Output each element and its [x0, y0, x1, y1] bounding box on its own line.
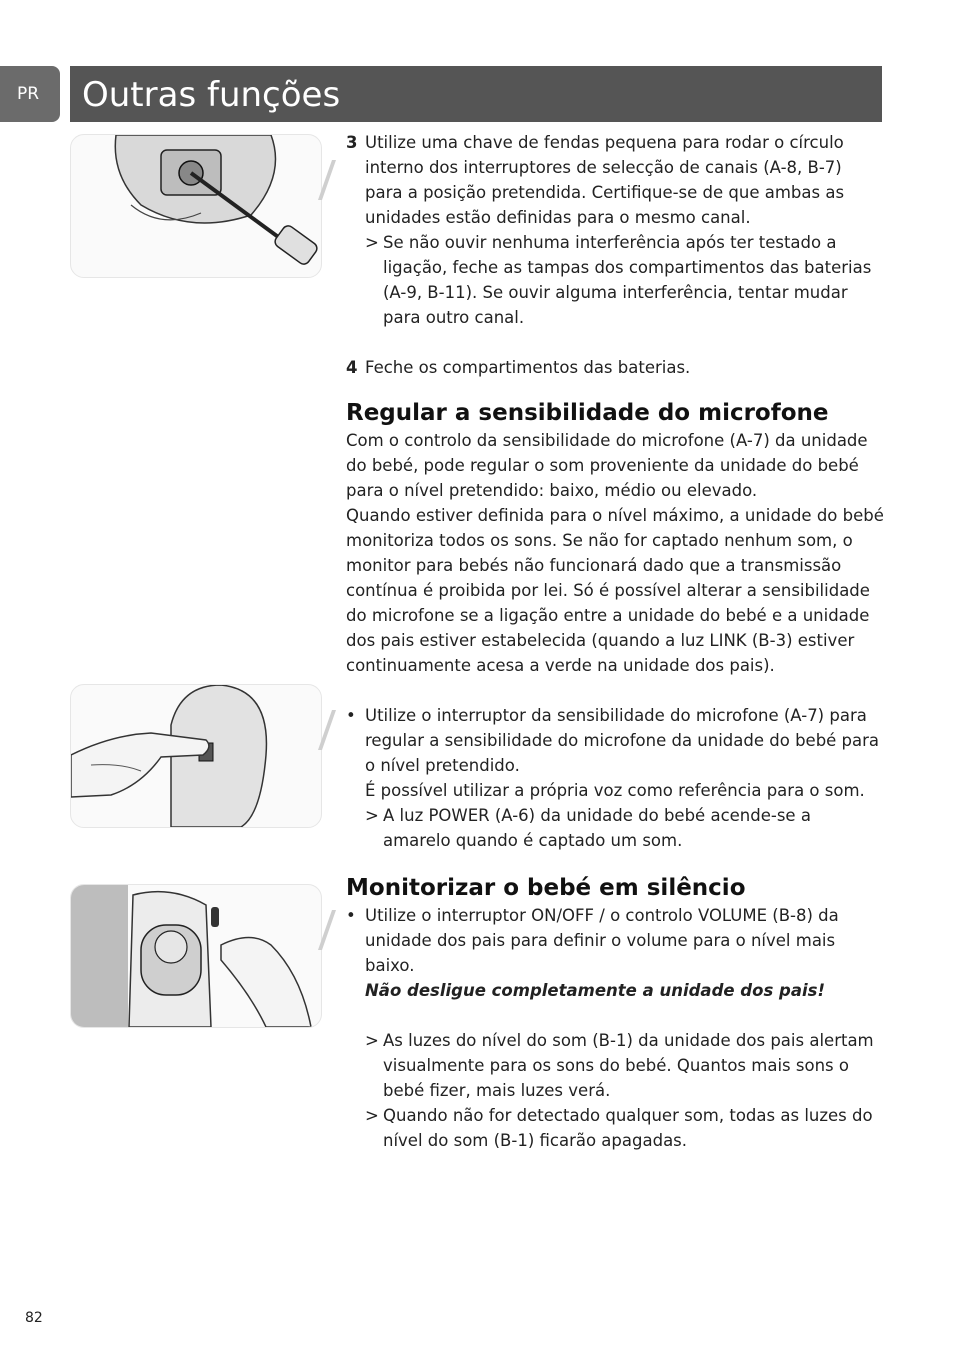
result-marker: > — [365, 1031, 379, 1050]
step-3-line: para a posição pretendida. Certifique-se de que ambas as — [365, 183, 845, 202]
language-tab: PR — [0, 66, 60, 122]
silent-result-2 — [346, 1103, 886, 1153]
result-line: Quando não for detectado qualquer som, todas as luzes do — [383, 1106, 873, 1125]
screwdriver-drawing — [71, 135, 321, 277]
bullet-extra-line: É possível utilizar a própria voz como referência para o som. — [365, 781, 865, 800]
volume-control-illustration — [70, 884, 322, 1028]
result-line: amarelo quando é captado um som. — [383, 831, 683, 850]
sensitivity-result — [346, 803, 886, 853]
paragraph-line: monitor para bebés não funcionará dado que a transmissão — [346, 556, 842, 575]
paragraph-line: contínua é proibida por lei. Só é possível alterar a sensibilidade — [346, 581, 870, 600]
figure-marker-3 — [318, 910, 336, 950]
finger-switch-drawing — [71, 685, 321, 827]
result-line: nível do som (B-1) ficarão apagadas. — [383, 1131, 688, 1150]
bullet-line: unidade dos pais para definir o volume para o nível mais — [365, 931, 836, 950]
paragraph-line: para o nível pretendido: baixo, médio ou elevado. — [346, 481, 758, 500]
result-marker: > — [365, 233, 379, 252]
step-4-text: Feche os compartimentos das baterias. — [365, 358, 691, 377]
result-line: visualmente para os sons do bebé. Quantos mais sons o — [383, 1056, 849, 1075]
bullet-line: baixo. — [365, 956, 415, 975]
bullet-marker: • — [346, 906, 356, 925]
page-number: 82 — [25, 1310, 43, 1326]
silent-bullet — [346, 903, 886, 1003]
bullet-line: Utilize o interruptor ON/OFF / o controlo VOLUME (B-8) da — [365, 906, 839, 925]
paragraph-line: do microfone se a ligação entre a unidade do bebé e a unidade — [346, 606, 870, 625]
silent-result-1 — [346, 1028, 886, 1103]
figure-marker-1 — [318, 160, 336, 200]
step-3 — [346, 130, 886, 230]
result-line: bebé fizer, mais luzes verá. — [383, 1081, 611, 1100]
paragraph-line: Com o controlo da sensibilidade do microfone (A-7) da unidade — [346, 431, 868, 450]
paragraph-line: do bebé, pode regular o som proveniente da unidade do bebé — [346, 456, 859, 475]
paragraph-line: dos pais estiver estabelecida (quando a luz LINK (B-3) estiver — [346, 631, 855, 650]
paragraph-line: monitoriza todos os sons. Se não for captado nenhum som, o — [346, 531, 853, 550]
result-line: para outro canal. — [383, 308, 525, 327]
bullet-marker: • — [346, 706, 356, 725]
section-heading-silent: Monitorizar o bebé em silêncio — [346, 875, 746, 901]
result-marker: > — [365, 1106, 379, 1125]
paragraph-line: continuamente acesa a verde na unidade dos pais). — [346, 656, 775, 675]
bullet-line: o nível pretendido. — [365, 756, 520, 775]
result-line: A luz POWER (A-6) da unidade do bebé acende-se a — [383, 806, 811, 825]
step-number: 3 — [346, 133, 358, 152]
step-number: 4 — [346, 358, 358, 377]
result-line: ligação, feche as tampas dos compartimentos das baterias — [383, 258, 872, 277]
parent-unit-drawing — [71, 885, 321, 1027]
main-content — [346, 130, 886, 1153]
page-title: Outras funções — [70, 66, 882, 122]
step-3-line: unidades estão definidas para o mesmo canal. — [365, 208, 751, 227]
step-3-result — [346, 230, 886, 330]
step-3-line: Utilize uma chave de fendas pequena para rodar o círculo — [365, 133, 844, 152]
sensitivity-bullet — [346, 703, 886, 803]
result-line: Se não ouvir nenhuma interferência após ter testado a — [383, 233, 837, 252]
paragraph-line: Quando estiver definida para o nível máximo, a unidade do bebé — [346, 506, 884, 525]
bullet-line: Utilize o interruptor da sensibilidade do microfone (A-7) para — [365, 706, 867, 725]
sensitivity-switch-illustration — [70, 684, 322, 828]
warning-text: Não desligue completamente a unidade dos pais! — [365, 981, 825, 1000]
bullet-line: regular a sensibilidade do microfone da unidade do bebé para — [365, 731, 880, 750]
step-4 — [346, 355, 886, 380]
screwdriver-illustration — [70, 134, 322, 278]
figure-marker-2 — [318, 710, 336, 750]
section-heading-sensitivity: Regular a sensibilidade do microfone — [346, 400, 829, 426]
sensitivity-paragraph — [346, 428, 886, 678]
result-marker: > — [365, 806, 379, 825]
result-line: (A-9, B-11). Se ouvir alguma interferência, tentar mudar — [383, 283, 848, 302]
result-line: As luzes do nível do som (B-1) da unidade dos pais alertam — [383, 1031, 874, 1050]
step-3-line: interno dos interruptores de selecção de canais (A-8, B-7) — [365, 158, 842, 177]
